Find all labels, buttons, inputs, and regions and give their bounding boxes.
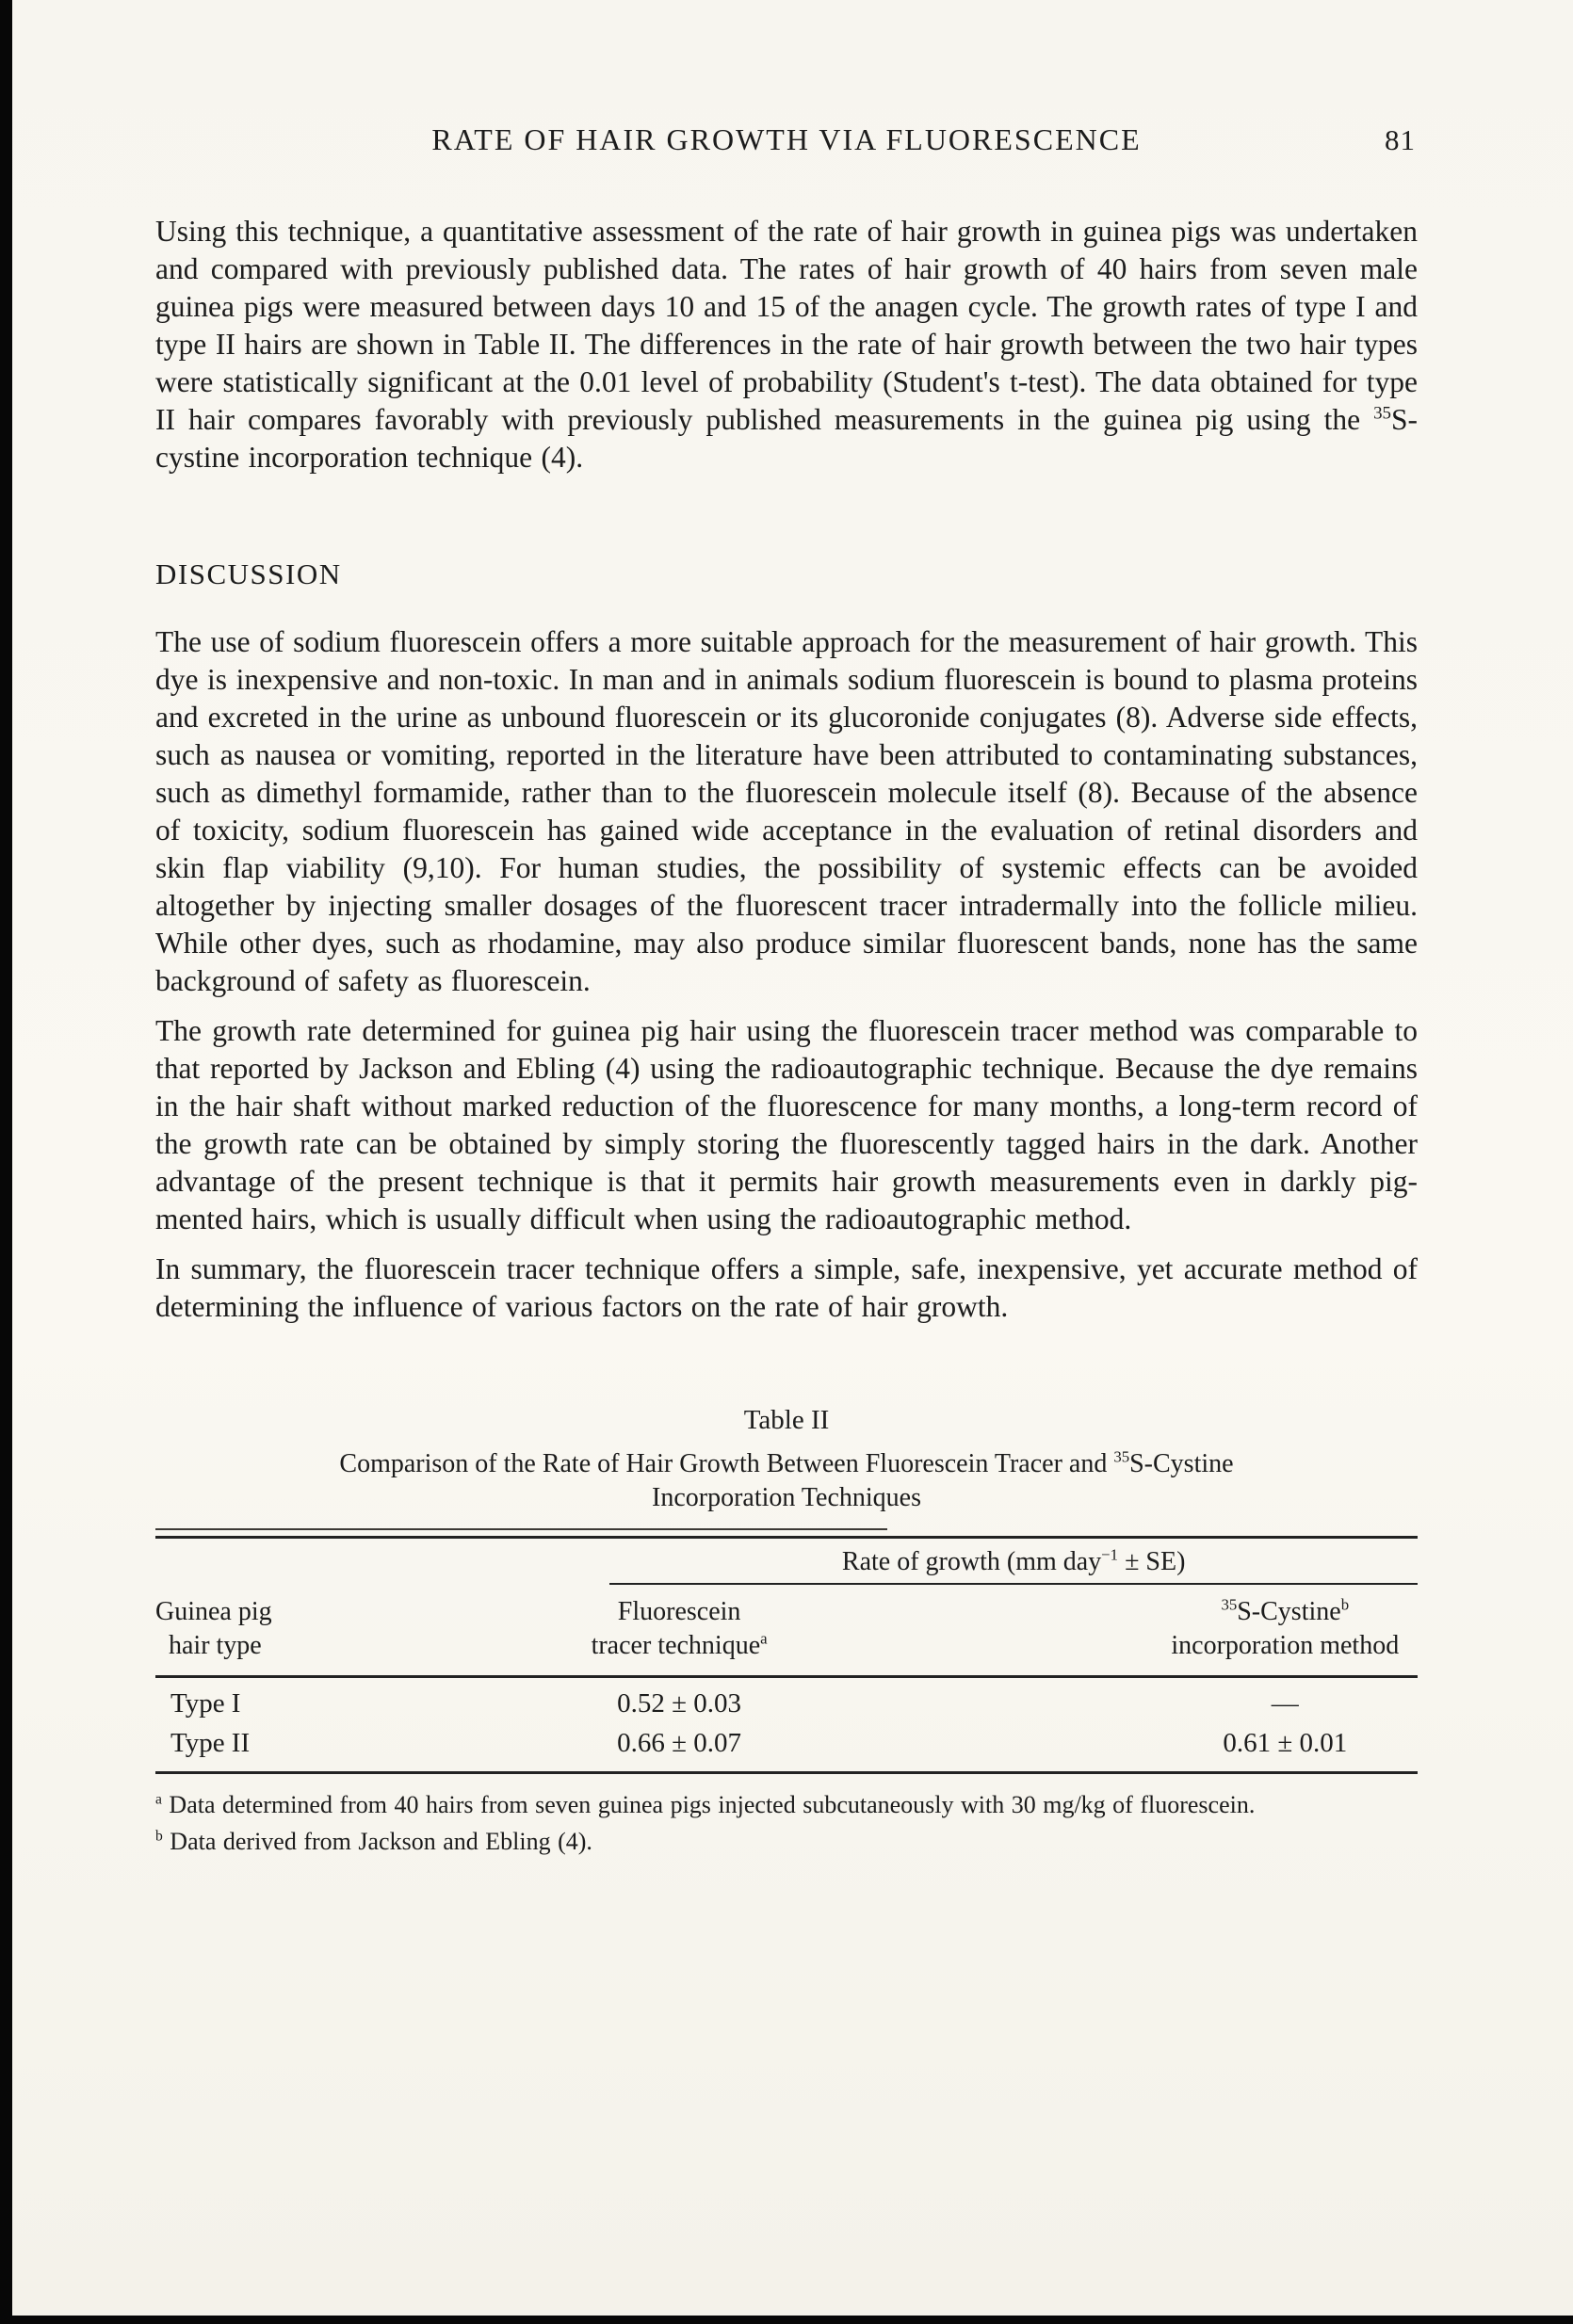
footnote-b-text: Data derived from Jackson and Ebling (4). <box>162 1828 592 1855</box>
cell-hair-type: Type II <box>170 1728 251 1758</box>
cell-cystine-value: 0.61 ± 0.01 <box>1223 1728 1348 1758</box>
page-content <box>155 0 1418 1858</box>
cystine-header-text: S-Cystine <box>1237 1597 1341 1626</box>
running-head <box>155 122 1418 164</box>
footnote-b <box>155 1826 1418 1858</box>
column-header-hair-type-line-2: hair type <box>169 1631 262 1660</box>
cell-cystine-value: — <box>1271 1688 1299 1719</box>
table-footnotes <box>155 1789 1418 1858</box>
footnote-a-text: Data determined from 40 hairs from seven guinea pigs injected subcutaneously with 30 mg/kg of fluorescein. <box>161 1791 1256 1818</box>
page-number: 81 <box>1385 123 1416 156</box>
running-head-title: RATE OF HAIR GROWTH VIA FLUORESCENCE <box>431 122 1142 156</box>
table-row-type-1 <box>155 1684 1418 1723</box>
isotope-superscript: 35 <box>1373 403 1391 424</box>
column-header-fluorescein-line-2 <box>483 1629 874 1663</box>
table-caption-line-1 <box>155 1447 1418 1481</box>
discussion-paragraph-3: In summary, the fluorescein tracer technique offers a simple, safe, inexpensive, yet accurate method of determining the influence of various factors on the rate of hair growth. <box>155 1252 1418 1323</box>
discussion-paragraph-1: The use of sodium fluorescein offers a more suitable approach for the measurement of hair growth. This dye is inexpensive and non-toxic. In man and in animals sodium fluorescein is bound to plasma proteins and excreted in the urine as unbound fluorescein or its glucoronide conjugates (8). Adverse side effects, such as nausea or vomiting, reported in the literature have been attributed to contaminating substances, such as dimethyl formamide, rather than to the fluorescein molecule itself (8). Because of the absence of toxicity, sodium fluorescein has gained wide acceptance in the evaluation of retinal disorders and skin flap viability (9,10). For human studies, the possibility of systemic effects can be avoided altogether by injecting smaller dosages of the fluorescent tracer intradermally into the follicle milieu. While other dyes, such as rhodamine, may also produce similar fluorescent bands, none has the same background of safety as fluorescein. <box>155 625 1418 997</box>
intro-text-before-isotope: Using this technique, a quantitative assessment of the rate of hair growth in guinea pigs was undertaken and compared with previously published data. The rates of hair growth of 40 hairs from seven male guinea pigs were measured between days 10 and 15 of the anagen cycle. The growth rates of type I and type II hairs are shown in Table II. The differences in the rate of hair growth between the two hair types were statistically significant at the 0.01 level of probability (Student's t-test). The data obtained for type II hair compares favorably with previously published measurements in the guinea pig using the <box>155 215 1418 436</box>
table-column-headers <box>155 1585 1418 1675</box>
footnote-a <box>155 1789 1418 1821</box>
column-header-fluorescein <box>483 1595 874 1663</box>
table-body <box>155 1678 1418 1767</box>
column-header-cystine <box>875 1595 1418 1663</box>
fluorescein-header-text: tracer technique <box>591 1631 761 1660</box>
caption-text-2: S-Cystine <box>1129 1449 1234 1478</box>
scan-edge-bottom <box>0 2316 1573 2324</box>
caption-text-1: Comparison of the Rate of Hair Growth Between Fluorescein Tracer and <box>339 1449 1114 1478</box>
discussion-heading: DISCUSSION <box>155 557 342 590</box>
cell-fluorescein-value: 0.66 ± 0.07 <box>617 1728 742 1758</box>
table-2 <box>155 1405 1418 1858</box>
discussion-paragraph-2: The growth rate determined for guinea pig hair using the fluorescein tracer method was comparable to that reported by Jackson and Ebling (4) using the radioautographic technique. Because the dye remains in the hair shaft without marked reduction of the fluorescence for many months, a long-term record of the growth rate can be obtained by simply storing the fluorescently tagged hairs in the dark. Another advantage of the present technique is that it permits hair growth measurements even in darkly pigmented hairs, which is usually difficult when using the radioautographic method. <box>155 1014 1418 1235</box>
cell-hair-type: Type I <box>170 1688 241 1719</box>
scan-edge-left <box>0 0 12 2324</box>
column-header-cystine-line-2: incorporation method <box>1171 1631 1400 1660</box>
spanner-exponent-superscript: −1 <box>1101 1545 1119 1564</box>
column-header-cystine-line-1 <box>1153 1595 1418 1629</box>
table-bottom-rule <box>155 1771 1418 1774</box>
spanning-column-header <box>609 1539 1418 1585</box>
footnote-b-reference: b <box>1340 1595 1350 1614</box>
table-top-double-rule-fragment <box>155 1528 887 1530</box>
column-header-fluorescein-line-1: Fluorescein <box>617 1597 741 1626</box>
cell-fluorescein-value: 0.52 ± 0.03 <box>617 1688 742 1719</box>
column-header-hair-type <box>155 1595 483 1663</box>
cystine-isotope-superscript: 35 <box>1221 1595 1238 1614</box>
table-caption-line-2: Incorporation Techniques <box>652 1483 921 1512</box>
footnote-a-marker: a <box>155 1791 162 1808</box>
column-header-hair-type-line-1: Guinea pig <box>155 1597 272 1626</box>
intro-text-after-isotope: S-cystine incorporation technique (4). <box>155 403 1418 474</box>
footnote-a-reference: a <box>760 1629 768 1648</box>
intro-paragraph <box>155 213 1418 476</box>
spanner-text-2: ± SE) <box>1118 1547 1186 1576</box>
table-caption <box>155 1447 1418 1515</box>
footnote-b-marker: b <box>155 1828 163 1845</box>
caption-isotope-superscript: 35 <box>1113 1447 1130 1466</box>
spanner-text-1: Rate of growth (mm day <box>841 1547 1102 1576</box>
table-row-type-2 <box>155 1723 1418 1763</box>
table-title: Table II <box>743 1405 830 1435</box>
